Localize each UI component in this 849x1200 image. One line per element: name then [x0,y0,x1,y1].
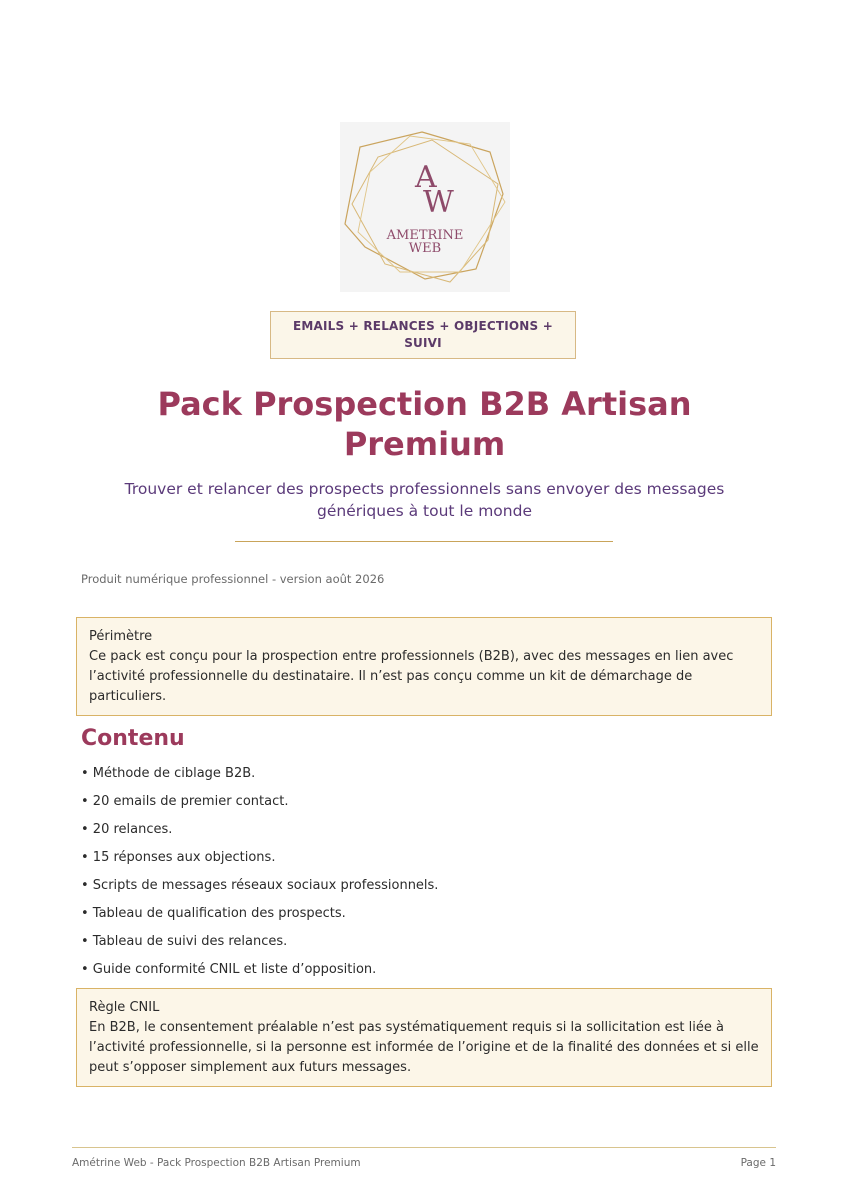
brand-logo [340,122,510,292]
logo-line-2: WEB [408,241,442,256]
logo-line-1: AMETRINE [386,228,464,243]
page-subtitle: Trouver et relancer des prospects professionnels sans envoyer des messages génériques à tout le monde [124,480,725,520]
title-divider [235,541,613,542]
list-item: • 15 réponses aux objections. [81,850,276,865]
contenu-list [81,764,438,988]
perimetre-body: Ce pack est conçu pour la prospection entre professionnels (B2B), avec des messages en lien avec l’activité professionnelle du destinataire. Il n’est pas conçu comme un kit de démarchage de particuliers. [89,649,734,704]
list-item: • Tableau de suivi des relances. [81,934,288,949]
list-item: • Méthode de ciblage B2B. [81,766,256,781]
perimetre-heading: Périmètre [89,629,153,644]
cnil-body: En B2B, le consentement préalable n’est pas systématiquement requis si la sollicitation est liée à l’activité professionnelle, si la personne est informée de l’origine et de la finalité des données et si elle peut s’opposer simplement aux futurs messages. [89,1020,759,1075]
list-item: • 20 emails de premier contact. [81,794,289,809]
footer-title: Amétrine Web - Pack Prospection B2B Artisan Premium [72,1157,361,1169]
logo-initial-w: W [423,185,454,220]
cnil-heading: Règle CNIL [89,1000,160,1015]
page-number: Page 1 [740,1157,776,1169]
footer-divider [72,1147,776,1148]
list-item: • Guide conformité CNIL et liste d’opposition. [81,962,377,977]
perimetre-callout [76,617,772,716]
list-item: • Tableau de qualification des prospects. [81,906,346,921]
list-item: • Scripts de messages réseaux sociaux professionnels. [81,878,439,893]
logo-initial-a: A [415,160,437,195]
ametrine-web-logo-icon [340,122,510,292]
contenu-heading: Contenu [81,726,185,751]
page-title: Pack Prospection B2B Artisan Premium [157,385,692,463]
version-note: Produit numérique professionnel - version août 2026 [81,572,385,586]
list-item: • 20 relances. [81,822,173,837]
tagline-box [270,311,576,359]
cnil-callout [76,988,772,1087]
tagline-text: EMAILS + RELANCES + OBJECTIONS + SUIVI [292,319,554,350]
